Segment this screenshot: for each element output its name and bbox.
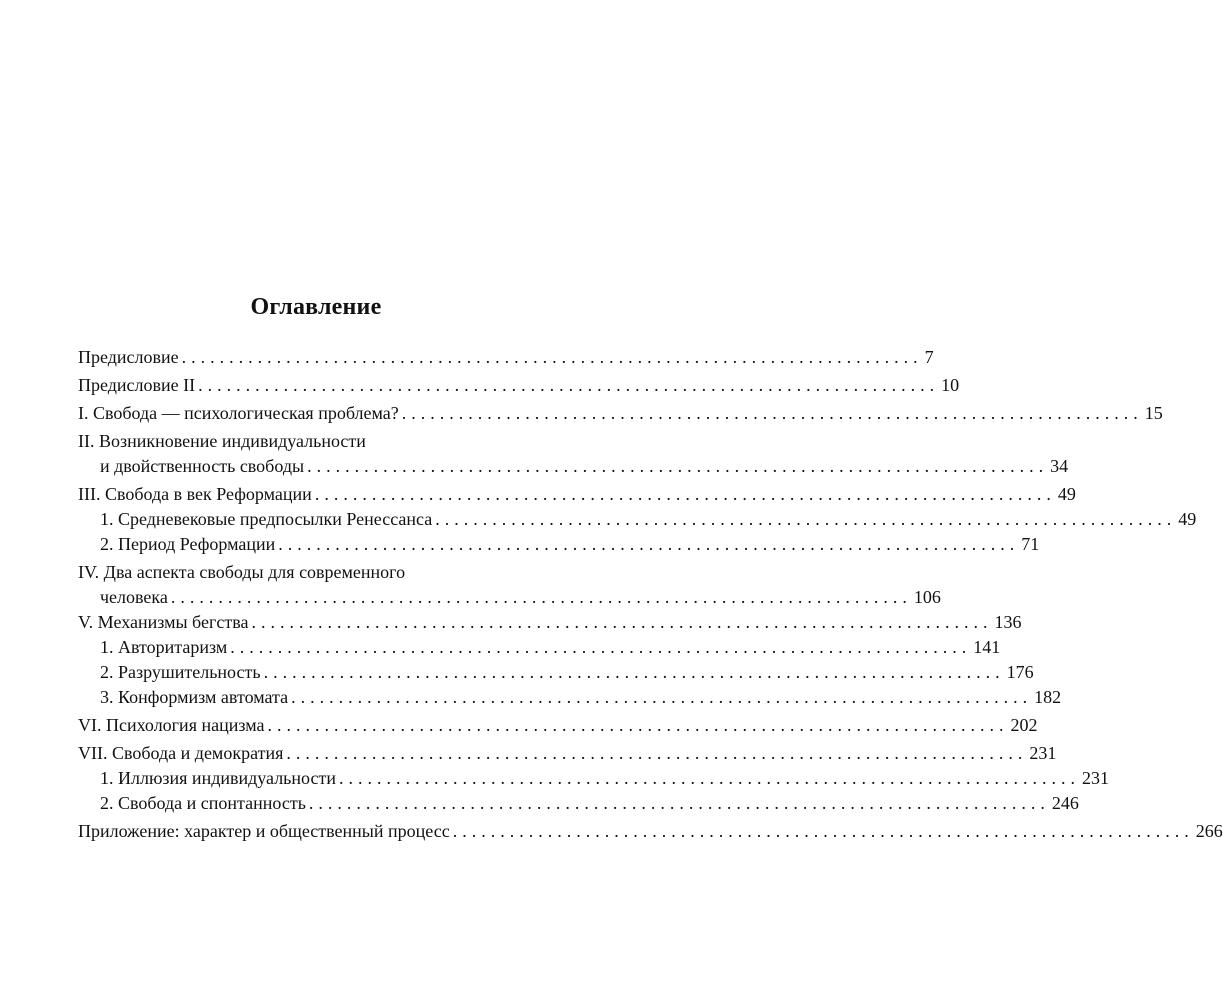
- toc-entry-label: 1. Авторитаризм: [100, 637, 228, 657]
- toc-entry-label: Предисловие II: [78, 375, 196, 395]
- leader-dots: ..............................................................................: [435, 509, 1177, 529]
- leader-dots: ..............................................................................: [307, 456, 1049, 476]
- toc-entry-preface-2[interactable]: [78, 373, 960, 398]
- leader-dots: ..............................................................................: [263, 662, 1005, 682]
- toc-entry-page: 106: [913, 587, 941, 607]
- toc-entry-chapter-6[interactable]: [78, 713, 1038, 738]
- leader-dots: ..............................................................................: [452, 821, 1194, 841]
- toc-entry-page: 49: [1178, 509, 1197, 529]
- leader-dots: ..............................................................................: [170, 587, 912, 607]
- toc-entry-label: Приложение: характер и общественный процесс: [78, 821, 450, 841]
- toc-entry-label: 1. Иллюзия индивидуальности: [100, 768, 336, 788]
- toc-entry-page: 231: [1081, 768, 1109, 788]
- leader-dots: ..............................................................................: [291, 687, 1033, 707]
- toc-entry-page: 141: [973, 637, 1001, 657]
- toc-entry-section-3-2[interactable]: [78, 532, 1040, 557]
- leader-dots: ..............................................................................: [286, 743, 1028, 763]
- toc-entry-page: 7: [924, 347, 934, 367]
- toc-entry-label: 1. Средневековые предпосылки Ренессанса: [100, 509, 433, 529]
- toc-entry-chapter-1[interactable]: [78, 401, 1163, 426]
- toc-entry-page: 246: [1051, 793, 1079, 813]
- leader-dots: ..............................................................................: [267, 715, 1009, 735]
- toc-entry-page: 15: [1144, 403, 1163, 423]
- leader-dots: ..............................................................................: [181, 347, 923, 367]
- toc-entry-chapter-3[interactable]: [78, 482, 1076, 507]
- toc-entry-page: 49: [1057, 484, 1076, 504]
- toc-entry-section-5-3[interactable]: [78, 685, 1062, 710]
- toc-entry-page: 176: [1006, 662, 1034, 682]
- leader-dots: ..............................................................................: [251, 612, 993, 632]
- toc-entry-label: 2. Период Реформации: [100, 534, 276, 554]
- leader-dots: ..............................................................................: [314, 484, 1056, 504]
- toc-entry-label-line1: II. Возникновение индивидуальности: [78, 431, 366, 451]
- toc-entry-section-7-2[interactable]: [78, 791, 1079, 816]
- toc-entry-label: и двойственность свободы: [100, 456, 305, 476]
- toc-entry-page: 182: [1034, 687, 1062, 707]
- toc-entry-page: 202: [1010, 715, 1038, 735]
- leader-dots: ..............................................................................: [308, 793, 1050, 813]
- toc-entry-appendix[interactable]: [78, 819, 1223, 844]
- leader-dots: ..............................................................................: [278, 534, 1020, 554]
- toc-entry-label: I. Свобода — психологическая проблема?: [78, 403, 399, 423]
- leader-dots: ..............................................................................: [338, 768, 1080, 788]
- toc-entry-label: VI. Психология нацизма: [78, 715, 265, 735]
- toc-entry-page: 34: [1050, 456, 1069, 476]
- toc-entry-chapter-2[interactable]: [78, 429, 1069, 479]
- toc-entry-chapter-7[interactable]: [78, 741, 1057, 766]
- leader-dots: ..............................................................................: [230, 637, 972, 657]
- toc-entry-label-line1: IV. Два аспекта свободы для современного: [78, 562, 406, 582]
- toc-title: Оглавление: [250, 294, 382, 320]
- leader-dots: ..............................................................................: [401, 403, 1143, 423]
- toc-entry-label: VII. Свобода и демократия: [78, 743, 284, 763]
- toc-entry-label: Предисловие: [78, 347, 179, 367]
- leader-dots: ..............................................................................: [198, 375, 940, 395]
- toc-entry-chapter-5[interactable]: [78, 610, 1022, 635]
- toc-entry-section-5-1[interactable]: [78, 635, 1001, 660]
- toc-entry-section-5-2[interactable]: [78, 660, 1034, 685]
- toc-entry-preface[interactable]: [78, 345, 934, 370]
- toc-entry-label: 2. Свобода и спонтанность: [100, 793, 306, 813]
- toc-entry-section-3-1[interactable]: [78, 507, 1197, 532]
- toc-entry-page: 10: [941, 375, 960, 395]
- table-of-contents: [78, 345, 1223, 844]
- toc-entry-label: III. Свобода в век Реформации: [78, 484, 312, 504]
- toc-entry-label: V. Механизмы бегства: [78, 612, 249, 632]
- toc-entry-page: 266: [1195, 821, 1223, 841]
- toc-entry-chapter-4[interactable]: [78, 560, 941, 610]
- toc-entry-section-7-1[interactable]: [78, 766, 1109, 791]
- toc-entry-label: 3. Конформизм автомата: [100, 687, 289, 707]
- toc-entry-page: 71: [1021, 534, 1040, 554]
- toc-entry-page: 136: [994, 612, 1022, 632]
- toc-entry-label: человека: [100, 587, 168, 607]
- toc-entry-page: 231: [1029, 743, 1057, 763]
- toc-entry-label: 2. Разрушительность: [100, 662, 261, 682]
